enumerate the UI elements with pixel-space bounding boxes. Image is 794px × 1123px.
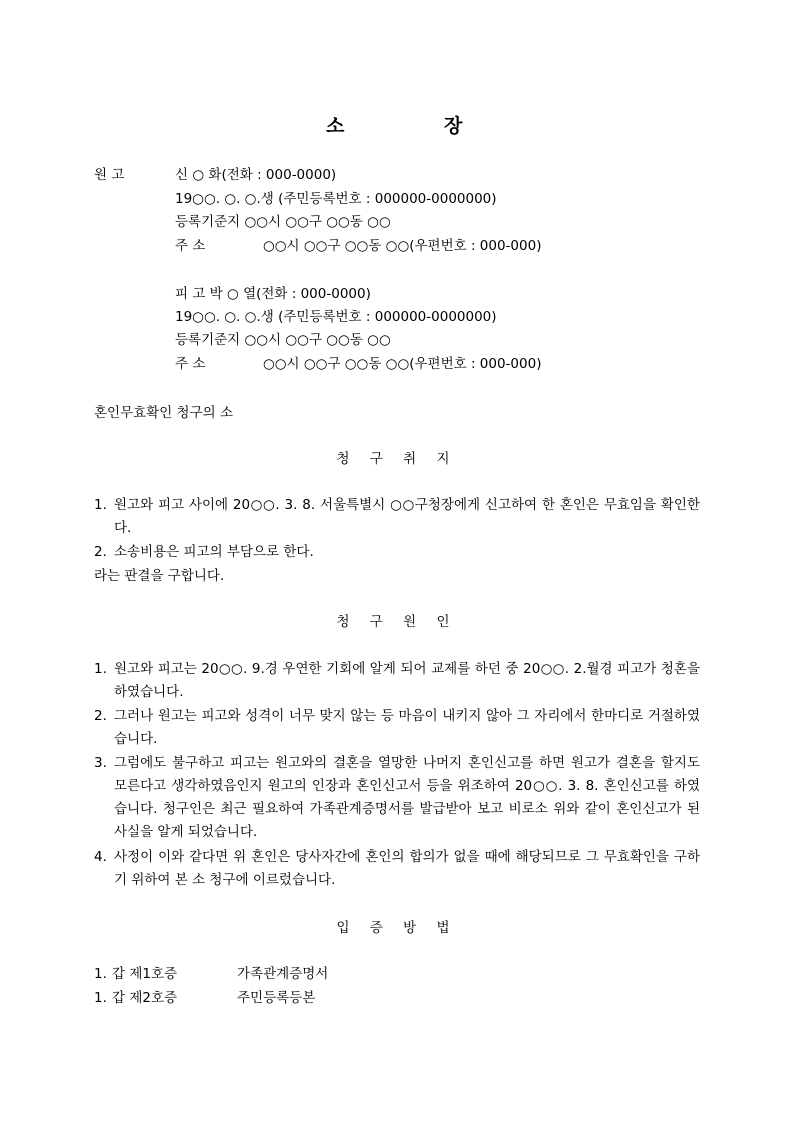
item-number: 3. [94, 755, 107, 771]
claim-cause-item [94, 658, 700, 704]
item-number: 4. [94, 849, 107, 865]
item-text: 그러나 원고는 피고와 성격이 너무 맞지 않는 등 마음이 내키지 않아 그 자리에서 한마디로 거절하였습니다. [114, 708, 700, 747]
claim-purpose-item [94, 541, 700, 564]
defendant-name-line: 피 고 박 ○ 열(전화 : 000-0000) [175, 286, 371, 302]
plaintiff-address-label: 주 소 [175, 238, 206, 254]
item-text: 소송비용은 피고의 부담으로 한다. [114, 544, 314, 560]
claim-purpose-heading: 청 구 취 지 [336, 451, 458, 467]
plaintiff-role-label: 원 고 [94, 167, 125, 183]
item-number: 1. [94, 661, 107, 677]
item-text: 그럼에도 불구하고 피고는 원고와의 결혼을 열망한 나머지 혼인신고를 하면 원고가 결혼을 할지도 모른다고 생각하였음인지 원고의 인장과 혼인신고서 등을 위조하여 20○○. 3. 8. 혼인신고를 하였습니다. 청구인은 최근 필요하여 가족관계증명서를 발급받아 보고 비로소 위와 같이 혼인신고가 된 사실을 알게 되었습니다. [114, 755, 700, 840]
defendant-address-value: ○○시 ○○구 ○○동 ○○(우편번호 : 000-000) [263, 356, 542, 372]
document-title [0, 112, 794, 140]
evidence-document: 가족관계증명서 [237, 966, 329, 982]
plaintiff-name-line: 신 ○ 화(전화 : 000-0000) [175, 167, 337, 183]
plaintiff-address-value: ○○시 ○○구 ○○동 ○○(우편번호 : 000-000) [263, 238, 542, 254]
item-text: 사정이 이와 같다면 위 혼인은 당사자간에 혼인의 합의가 없을 때에 해당되므로 그 무효확인을 구하기 위하여 본 소 청구에 이르렀습니다. [114, 849, 700, 888]
evidence-code: 갑 제1호증 [112, 966, 178, 982]
evidence-code: 갑 제2호증 [112, 990, 178, 1006]
item-text: 원고와 피고는 20○○. 9.경 우연한 기회에 알게 되어 교제를 하던 중 20○○. 2.월경 피고가 청혼을 하였습니다. [114, 661, 700, 700]
case-title: 혼인무효확인 청구의 소 [94, 405, 233, 421]
claim-cause-item [94, 846, 700, 892]
item-number: 2. [94, 544, 107, 560]
title-char-2: 장 [444, 115, 463, 137]
claim-purpose-item [94, 494, 700, 540]
evidence-number: 1. [94, 990, 107, 1006]
plaintiff-registry-line: 등록기준지 ○○시 ○○구 ○○동 ○○ [175, 214, 391, 230]
defendant-registry-line: 등록기준지 ○○시 ○○구 ○○동 ○○ [175, 332, 391, 348]
item-number: 2. [94, 708, 107, 724]
item-number: 1. [94, 497, 107, 513]
claim-purpose-closing: 라는 판결을 구합니다. [94, 568, 225, 584]
item-text: 원고와 피고 사이에 20○○. 3. 8. 서울특별시 ○○구청장에게 신고하여 한 혼인은 무효임을 확인한다. [114, 497, 700, 536]
evidence-heading: 입 증 방 법 [336, 920, 458, 936]
defendant-birth-line: 19○○. ○. ○.생 (주민등록번호 : 000000-0000000) [175, 309, 497, 325]
evidence-number: 1. [94, 966, 107, 982]
claim-cause-item [94, 752, 700, 844]
defendant-address-label: 주 소 [175, 356, 206, 372]
plaintiff-birth-line: 19○○. ○. ○.생 (주민등록번호 : 000000-0000000) [175, 191, 497, 207]
claim-cause-item [94, 705, 700, 751]
claim-cause-heading: 청 구 원 인 [336, 614, 458, 630]
evidence-document: 주민등록등본 [237, 990, 316, 1006]
title-char-1: 소 [326, 115, 345, 137]
